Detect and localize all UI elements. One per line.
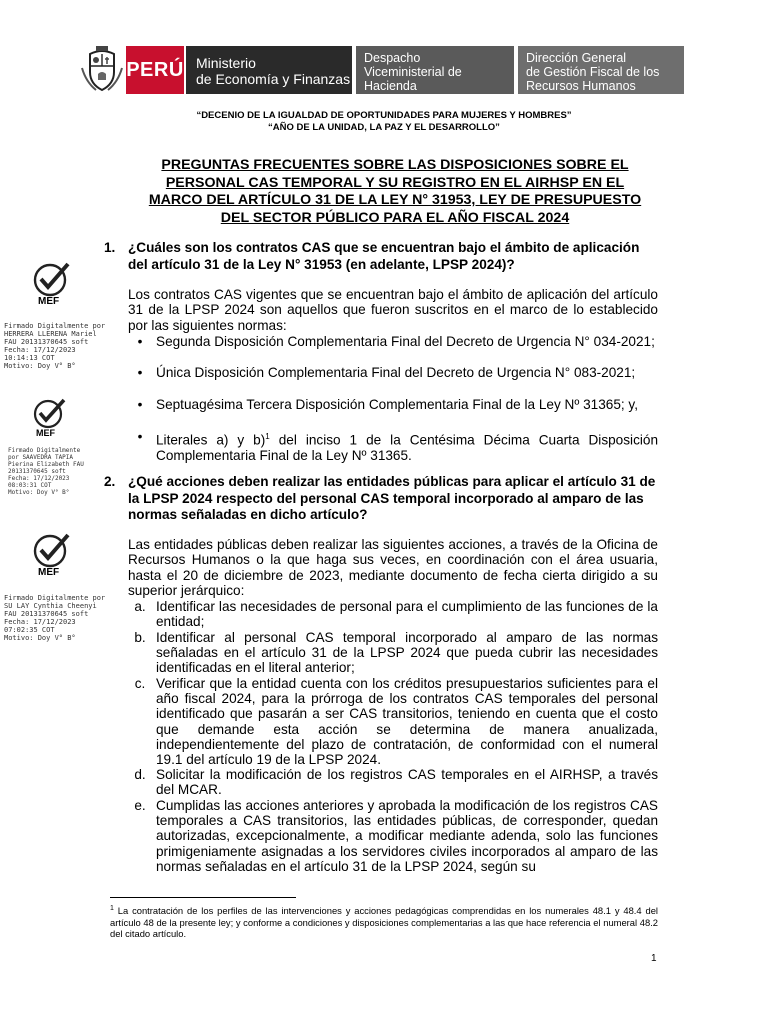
bullet: • bbox=[137, 365, 143, 380]
document-title bbox=[110, 157, 680, 227]
signature-line: FAU 20131370645 soft bbox=[4, 610, 89, 618]
list-marker: b. bbox=[134, 630, 146, 645]
ministry-line: Ministerio bbox=[196, 55, 256, 71]
signature-stamp bbox=[30, 533, 74, 581]
list-marker: d. bbox=[134, 767, 146, 782]
decree-line: “AÑO DE LA UNIDAD, LA PAZ Y EL DESARROLLO” bbox=[268, 122, 500, 133]
answer-2-intro: Las entidades públicas deben realizar las siguientes acciones, a través de la Oficina de Recursos Humanos o la que haga sus veces, en coordinación con el área usuaria, hasta el 20 de diciembre de 2023, mediante documento de fecha cierta dirigido a su superior jerárquico: bbox=[128, 537, 658, 599]
footnote-ref: 1 bbox=[265, 432, 270, 441]
signature-text bbox=[4, 594, 105, 642]
signature-line: 20131370645 soft bbox=[8, 468, 66, 475]
direction-line: de Gestión Fiscal de los bbox=[526, 65, 660, 79]
question-text: ¿Cuáles son los contratos CAS que se encuentran bajo el ámbito de aplicación del artículo 31 de la Ley N° 31953 (en adelante, LPSP 2024)? bbox=[128, 240, 640, 272]
signature-stamp bbox=[30, 398, 74, 446]
signature-line: 10:14:13 COT bbox=[4, 354, 55, 362]
list-item-text: Verificar que la entidad cuenta con los créditos presupuestarios suficientes para el año fiscal 2024, para la prórroga de los contratos CAS temporales del personal identificado que pasarán a ser CAS transitorios, teniendo en cuenta que el costo que demande esta acción se determina de manera anualizada, independientemente del plazo de contratación, de conformidad con el numeral 19.1 del artículo 19 de la LPSP 2024. bbox=[156, 676, 658, 768]
title-line: DEL SECTOR PÚBLICO PARA EL AÑO FISCAL 2024 bbox=[220, 209, 570, 226]
signature-line: 07:02:35 COT bbox=[4, 626, 55, 634]
signature-line: Motivo: Doy V° B° bbox=[4, 362, 76, 370]
list-item-text: Identificar las necesidades de personal para el cumplimiento de las funciones de la entidad; bbox=[156, 599, 658, 630]
title-line: PERSONAL CAS TEMPORAL Y SU REGISTRO EN EL AIRHSP EN EL bbox=[165, 174, 625, 191]
signature-stamp bbox=[30, 262, 74, 310]
list-item-text bbox=[156, 429, 658, 463]
list-item-text: Segunda Disposición Complementaria Final del Decreto de Urgencia N° 034-2021; bbox=[156, 334, 655, 349]
peru-coat-of-arms-icon bbox=[80, 46, 124, 94]
signature-line: Fecha: 17/12/2023 bbox=[4, 346, 76, 354]
bullet: • bbox=[137, 429, 143, 444]
signature-line: Firmado Digitalmente bbox=[8, 447, 81, 454]
signature-line: 08:03:31 COT bbox=[8, 482, 52, 489]
office-line: Hacienda bbox=[364, 79, 417, 93]
office-block bbox=[356, 46, 514, 94]
bullet: • bbox=[137, 334, 143, 349]
signature-line: SU LAY Cynthia Cheenyi bbox=[4, 602, 97, 610]
footnote-mark: 1 bbox=[110, 905, 114, 912]
signature-text bbox=[8, 447, 84, 496]
list-marker: c. bbox=[134, 676, 146, 691]
direction-block bbox=[518, 46, 684, 94]
signature-line: Fecha: 17/12/2023 bbox=[4, 618, 76, 626]
list-item-text-post: del inciso 1 de la Centésima Décima Cuarta Disposición Complementaria Final de la Ley Nº 31365. bbox=[156, 432, 659, 463]
list-item-text: Solicitar la modificación de los registros CAS temporales en el AIRHSP, a través del MCAR. bbox=[156, 767, 658, 798]
list-marker: e. bbox=[134, 798, 146, 813]
mef-logo-text: MEF bbox=[38, 567, 60, 578]
list-marker: a. bbox=[134, 599, 146, 614]
footnote bbox=[110, 903, 658, 940]
title-line: MARCO DEL ARTÍCULO 31 DE LA LEY N° 31953, LEY DE PRESUPUESTO bbox=[148, 192, 642, 208]
footnote-text: La contratación de los perfiles de las intervenciones y acciones pedagógicas comprendidas en los numerales 48.1 y 48.4 del artículo 48 de la presente ley; y conforme a condiciones y disposiciones complementarias a las que hace referencia el numeral 48.2 del citado artículo. bbox=[110, 905, 658, 940]
list-item-text-pre: Literales a) y b) bbox=[156, 432, 266, 448]
list-item-text: Identificar al personal CAS temporal incorporado al amparo de las normas señaladas en el artículo 31 de la LPSP 2024 que pueda cubrir las necesidades identificadas en el literal anterior; bbox=[156, 630, 658, 676]
office-line: Viceministerial de bbox=[364, 65, 462, 79]
signature-line: Pierina Elizabeth FAU bbox=[8, 461, 84, 468]
peru-brand-block: PERÚ bbox=[126, 46, 184, 94]
question-text: ¿Qué acciones deben realizar las entidades públicas para aplicar el artículo 31 de la LPSP 2024 respecto del personal CAS temporal incorporado al amparo de las normas señaladas en dicho artículo? bbox=[128, 474, 656, 522]
signature-text bbox=[4, 322, 105, 370]
page-number: 1 bbox=[651, 953, 657, 964]
signature-line: Fecha: 17/12/2023 bbox=[8, 475, 70, 482]
ministry-block bbox=[186, 46, 352, 94]
list-item-text: Septuagésima Tercera Disposición Complementaria Final de la Ley Nº 31365; y, bbox=[156, 397, 638, 412]
list-item-text: Cumplidas las acciones anteriores y aprobada la modificación de los registros CAS temporales a CAS transitorios, las entidades públicas, de corresponder, quedan autorizadas, excepcionalmente, a modificar mediante adenda, solo las funciones primigeniamente asignadas a los servidores civiles incorporados al amparo de las normas señaladas en el artículo 31 de la LPSP 2024, según su bbox=[156, 798, 658, 874]
title-line: PREGUNTAS FRECUENTES SOBRE LAS DISPOSICIONES SOBRE EL bbox=[161, 157, 629, 173]
question-number: 1. bbox=[104, 240, 116, 255]
signature-line: por SAAVEDRA TAPIA bbox=[8, 454, 74, 461]
direction-line: Recursos Humanos bbox=[526, 79, 636, 93]
signature-line: HERRERA LLERENA Mariel bbox=[4, 330, 97, 338]
signature-line: Motivo: Doy V° B° bbox=[4, 634, 76, 642]
signature-line: FAU 20131370645 soft bbox=[4, 338, 89, 346]
signature-line: Firmado Digitalmente por bbox=[4, 594, 106, 602]
decree-line: “DECENIO DE LA IGUALDAD DE OPORTUNIDADES PARA MUJERES Y HOMBRES” bbox=[196, 110, 572, 121]
signature-line: Motivo: Doy V° B° bbox=[8, 489, 70, 496]
bullet: • bbox=[137, 397, 143, 412]
ministry-line: de Economía y Finanzas bbox=[196, 71, 351, 87]
office-line: Despacho bbox=[364, 51, 421, 65]
footnote-divider bbox=[110, 897, 296, 898]
direction-line: Dirección General bbox=[526, 51, 627, 65]
signature-line: Firmado Digitalmente por bbox=[4, 322, 106, 330]
mef-logo-text: MEF bbox=[38, 296, 60, 307]
mef-logo-text: MEF bbox=[36, 428, 55, 438]
answer-1-intro: Los contratos CAS vigentes que se encuentran bajo el ámbito de aplicación del artículo 31 de la LPSP 2024 son aquellos que fueron suscritos en el marco de lo establecido por las siguientes normas: bbox=[128, 287, 658, 333]
list-item-text: Única Disposición Complementaria Final del Decreto de Urgencia N° 083-2021; bbox=[156, 365, 636, 380]
question-number: 2. bbox=[104, 474, 116, 489]
mef-check-logo-icon bbox=[30, 398, 74, 446]
